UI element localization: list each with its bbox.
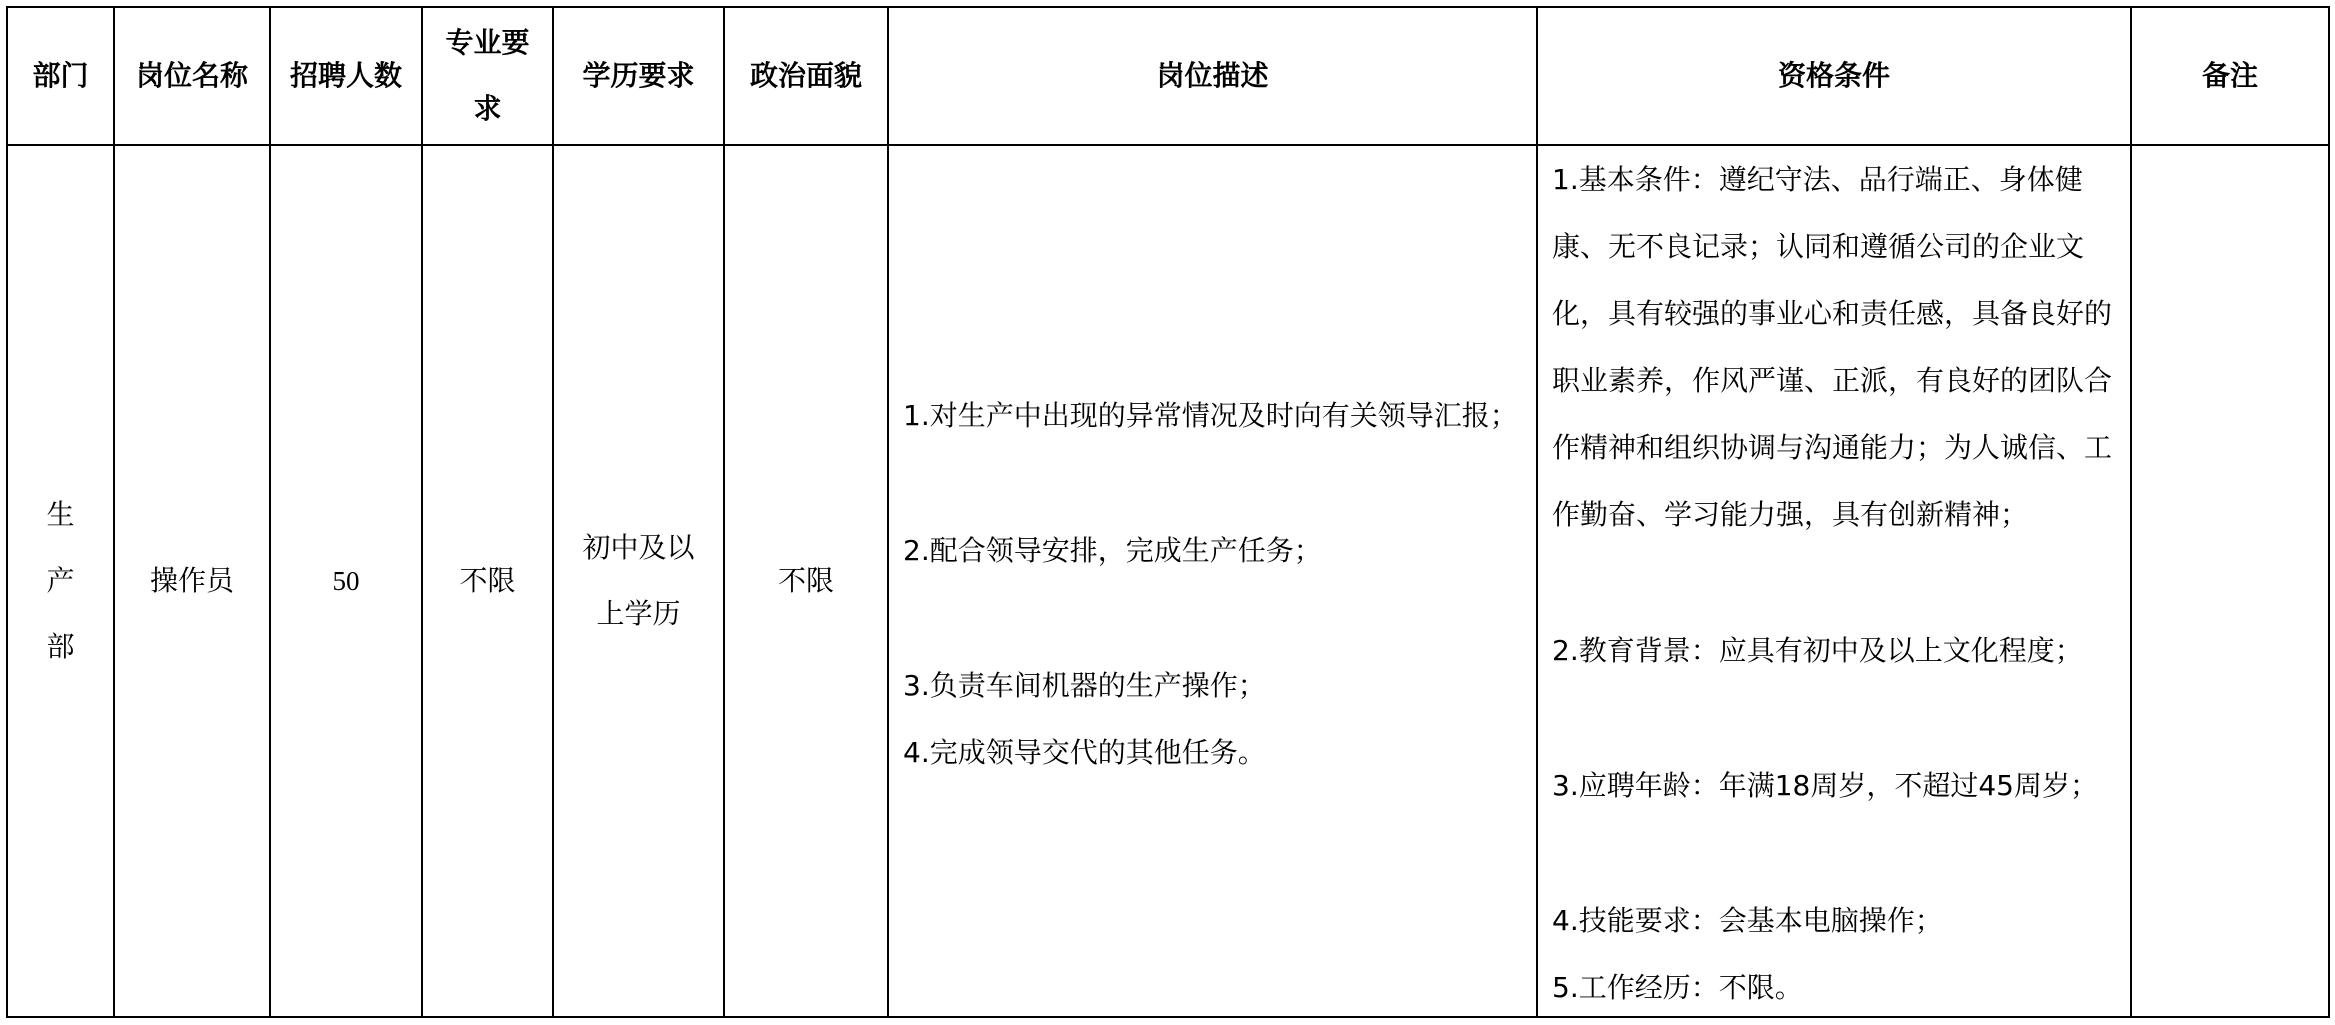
cell-qualification: [1537, 145, 2131, 1017]
description-line: 2.配合领导安排，完成生产任务；: [903, 534, 1322, 567]
header-major-label: 专业要求: [445, 26, 530, 125]
description-wrap: [889, 146, 1536, 1014]
cell-position: [114, 145, 270, 1017]
cell-education-text: 初中及以上学历: [582, 531, 695, 630]
table-row: [7, 145, 2329, 1017]
qualification-item: 3.应聘年龄：年满18周岁，不超过45周岁；: [1552, 769, 2098, 802]
cell-education: [553, 145, 724, 1017]
header-count: 招聘人数: [270, 7, 422, 145]
qualification-item: 2.教育背景：应具有初中及以上文化程度；: [1552, 634, 2083, 667]
header-row: [7, 7, 2329, 145]
header-description: 岗位描述: [888, 7, 1537, 145]
cell-political-text: 不限: [777, 564, 834, 597]
qualification-item: 1.基本条件：遵纪守法、品行端正、身体健康、无不良记录；认同和遵循公司的企业文化，具有较强的事业心和责任感，具备良好的职业素养，作风严谨、正派，有良好的团队合作精神和组织协调与沟通能力；为人诚信、工作勤奋、学习能力强，具有创新精神；: [1552, 163, 2113, 531]
qualification-wrap: [1538, 146, 2130, 1014]
header-major: [422, 7, 553, 145]
cell-political: [724, 145, 888, 1017]
qualification-item: 4.技能要求：会基本电脑操作；: [1552, 904, 1943, 937]
header-position: 岗位名称: [114, 7, 270, 145]
cell-description: [888, 145, 1537, 1017]
cell-remarks: [2131, 145, 2329, 1017]
cell-position-text: 操作员: [149, 564, 234, 597]
description-line: 4.完成领导交代的其他任务。: [903, 736, 1266, 769]
qualification-item: 5.工作经历：不限。: [1552, 971, 1803, 1004]
header-political: 政治面貌: [724, 7, 888, 145]
description-line: 1.对生产中出现的异常情况及时向有关领导汇报；: [903, 399, 1518, 432]
cell-dept: [7, 145, 114, 1017]
cell-count-text: 50: [332, 566, 360, 596]
header-remarks: 备注: [2131, 7, 2329, 145]
recruitment-table: [6, 6, 2330, 1018]
header-dept: 部门: [7, 7, 114, 145]
cell-major: [422, 145, 553, 1017]
description-line: 3.负责车间机器的生产操作；: [903, 669, 1266, 702]
header-education: 学历要求: [553, 7, 724, 145]
cell-count: [270, 145, 422, 1017]
cell-major-text: 不限: [459, 564, 516, 597]
cell-dept-text: 生产部: [46, 498, 75, 663]
header-qualification: 资格条件: [1537, 7, 2131, 145]
